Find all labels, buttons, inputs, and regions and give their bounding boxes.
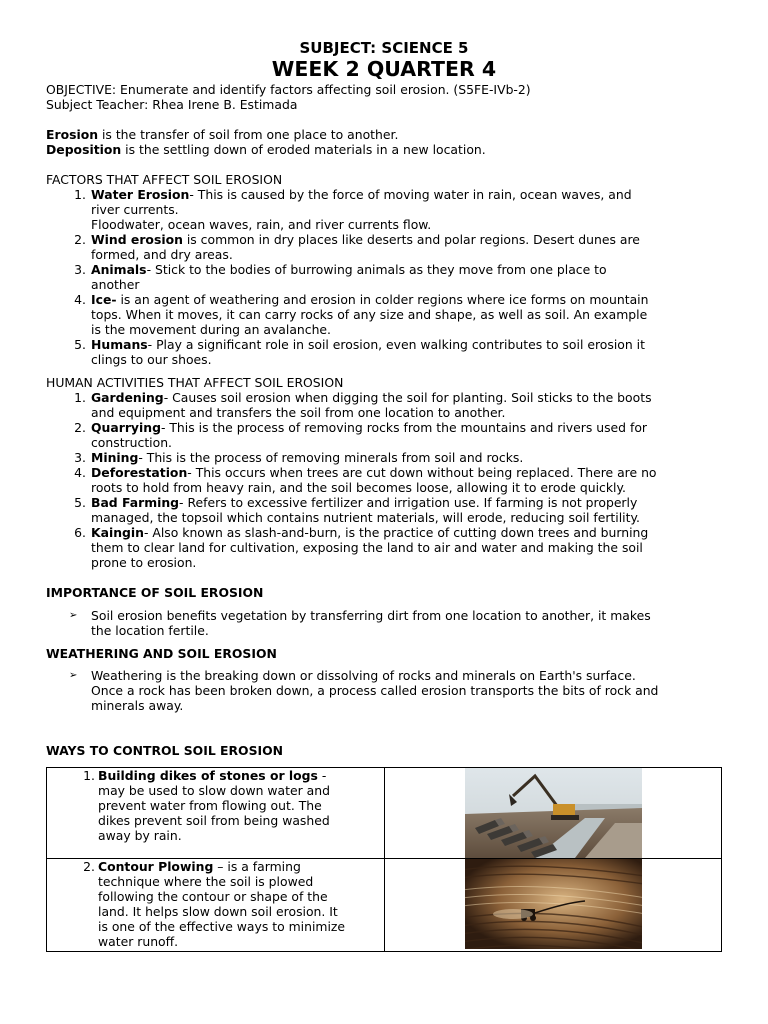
item-text: - This occurs when trees are cut down without being replaced. There are no — [187, 465, 657, 480]
excavator-dike-image — [465, 768, 642, 858]
item-text: water runoff. — [98, 934, 179, 949]
factors-list — [46, 187, 736, 367]
item-text: - This is the process of removing minerals from soil and rocks. — [138, 450, 524, 465]
item-text: them to clear land for cultivation, exposing the land to air and water and making the soil — [91, 540, 643, 555]
item-text: Floodwater, ocean waves, rain, and river currents flow. — [91, 217, 432, 232]
item-term: Water Erosion — [91, 187, 190, 202]
item-term: Animals — [91, 262, 147, 277]
item-text: – is a farming — [213, 859, 301, 874]
item-text: - Stick to the bodies of burrowing animals as they move from one place to — [146, 262, 607, 277]
table-cell-image — [384, 768, 721, 859]
item-text: - Refers to excessive fertilizer and irrigation use. If farming is not properly — [179, 495, 638, 510]
factors-heading: FACTORS THAT AFFECT SOIL EROSION — [46, 172, 283, 187]
item-text: is one of the effective ways to minimize — [98, 919, 346, 934]
list-item — [46, 232, 736, 262]
list-item — [46, 187, 736, 232]
bullet-text: the location fertile. — [91, 623, 209, 638]
item-number: 2. — [83, 859, 95, 874]
item-text: river currents. — [91, 202, 179, 217]
contour-plowing-photo — [465, 859, 642, 949]
bullet-text: minerals away. — [91, 698, 184, 713]
list-item — [46, 420, 736, 450]
item-term: Mining — [91, 450, 139, 465]
arrow-bullet-icon: ➢ — [69, 670, 78, 681]
item-text: formed, and dry areas. — [91, 247, 233, 262]
item-term: Humans — [91, 337, 148, 352]
item-text: roots to hold from heavy rain, and the soil becomes loose, allowing it to erode quickly. — [91, 480, 626, 495]
item-text: - Causes soil erosion when digging the soil for planting. Soil sticks to the boots — [163, 390, 652, 405]
item-text: away by rain. — [98, 828, 182, 843]
item-number: 5. — [74, 495, 86, 510]
table-cell-image — [384, 859, 721, 952]
item-text: is common in dry places like deserts and polar regions. Desert dunes are — [182, 232, 640, 247]
item-text: is the movement during an avalanche. — [91, 322, 331, 337]
item-text: managed, the topsoil which contains nutrient materials, will erode, reducing soil fertility. — [91, 510, 640, 525]
control-heading: WAYS TO CONTROL SOIL EROSION — [46, 743, 284, 758]
definition-deposition — [46, 142, 736, 157]
teacher-text: Subject Teacher: Rhea Irene B. Estimada — [46, 97, 298, 112]
bullet-text: Soil erosion benefits vegetation by transferring dirt from one location to another, it makes — [91, 608, 651, 623]
weathering-heading: WEATHERING AND SOIL EROSION — [46, 646, 277, 661]
control-table — [46, 767, 722, 952]
definition-term: Erosion — [46, 127, 99, 142]
definition-text: is the transfer of soil from one place to another. — [98, 127, 399, 142]
item-number: 2. — [74, 232, 86, 247]
item-text: construction. — [91, 435, 172, 450]
human-activities-list — [46, 390, 736, 570]
subject-title: SUBJECT: SCIENCE 5 — [299, 39, 469, 57]
document-body — [46, 82, 736, 758]
item-text: - — [317, 768, 327, 783]
bullet-text: Weathering is the breaking down or dissolving of rocks and minerals on Earth's surface. — [91, 668, 636, 683]
item-number: 1. — [74, 390, 86, 405]
item-text: tops. When it moves, it can carry rocks of any size and shape, as well as soil. An example — [91, 307, 648, 322]
item-term: Wind erosion — [91, 232, 183, 247]
item-text: and equipment and transfers the soil from one location to another. — [91, 405, 506, 420]
list-item — [46, 525, 736, 570]
item-text: - Play a significant role in soil erosion, even walking contributes to soil erosion it — [147, 337, 645, 352]
item-number: 4. — [74, 292, 86, 307]
item-text: technique where the soil is plowed — [98, 874, 314, 889]
list-item — [46, 262, 736, 292]
item-number: 1. — [74, 187, 86, 202]
list-item — [46, 450, 736, 465]
table-row — [47, 859, 722, 952]
list-item — [53, 768, 378, 843]
bullet-text: Once a rock has been broken down, a process called erosion transports the bits of rock and — [91, 683, 659, 698]
item-text: another — [91, 277, 140, 292]
contour-plowing-image — [465, 859, 642, 949]
item-text: - This is caused by the force of moving water in rain, ocean waves, and — [189, 187, 632, 202]
week-title: WEEK 2 QUARTER 4 — [271, 57, 497, 81]
definition-erosion — [46, 127, 736, 142]
definition-term: Deposition — [46, 142, 122, 157]
excavator-dike-photo — [465, 768, 642, 858]
item-term: Bad Farming — [91, 495, 180, 510]
item-text: - Also known as slash-and-burn, is the practice of cutting down trees and burning — [143, 525, 649, 540]
importance-bullet — [46, 608, 736, 638]
item-number: 3. — [74, 450, 86, 465]
item-text: prevent water from flowing out. The — [98, 798, 322, 813]
list-item — [46, 390, 736, 420]
item-text: may be used to slow down water and — [98, 783, 330, 798]
list-item — [46, 292, 736, 337]
item-term: Deforestation — [91, 465, 188, 480]
item-text: land. It helps slow down soil erosion. It — [98, 904, 338, 919]
definition-text: is the settling down of eroded materials in a new location. — [121, 142, 486, 157]
item-number: 5. — [74, 337, 86, 352]
table-row — [47, 768, 722, 859]
item-text: prone to erosion. — [91, 555, 197, 570]
list-item — [46, 465, 736, 495]
item-text: is an agent of weathering and erosion in colder regions where ice forms on mountain — [116, 292, 649, 307]
item-text: - This is the process of removing rocks from the mountains and rivers used for — [160, 420, 648, 435]
list-item — [53, 859, 378, 949]
item-term: Quarrying — [91, 420, 161, 435]
item-term: Contour Plowing — [98, 859, 214, 874]
item-number: 1. — [83, 768, 95, 783]
importance-heading: IMPORTANCE OF SOIL EROSION — [46, 585, 264, 600]
item-text: following the contour or shape of the — [98, 889, 328, 904]
item-number: 2. — [74, 420, 86, 435]
item-term: Building dikes of stones or logs — [98, 768, 318, 783]
table-cell-text — [47, 859, 385, 952]
table-cell-text — [47, 768, 385, 859]
arrow-bullet-icon: ➢ — [69, 610, 78, 621]
list-item — [46, 495, 736, 525]
weathering-bullet — [46, 668, 736, 713]
item-number: 6. — [74, 525, 86, 540]
item-number: 4. — [74, 465, 86, 480]
item-text: clings to our shoes. — [91, 352, 212, 367]
list-item — [46, 337, 736, 367]
objective-text: OBJECTIVE: Enumerate and identify factors affecting soil erosion. (S5FE-IVb-2) — [46, 82, 531, 97]
item-term: Gardening — [91, 390, 164, 405]
item-term: Ice- — [91, 292, 117, 307]
item-term: Kaingin — [91, 525, 144, 540]
item-number: 3. — [74, 262, 86, 277]
human-activities-heading: HUMAN ACTIVITIES THAT AFFECT SOIL EROSION — [46, 375, 344, 390]
item-text: dikes prevent soil from being washed — [98, 813, 330, 828]
